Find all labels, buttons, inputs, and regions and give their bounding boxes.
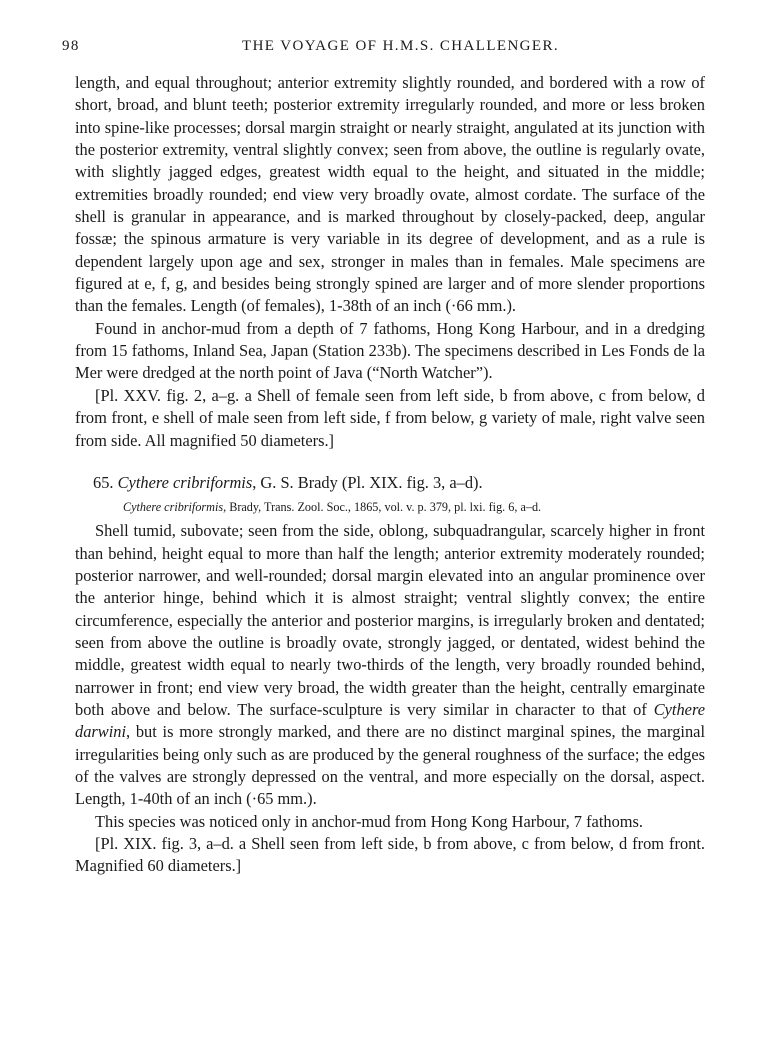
synonym-line xyxy=(75,498,705,516)
species-authority: , G. S. Brady (Pl. XIX. fig. 3, a–d). xyxy=(252,472,483,492)
page-number: 98 xyxy=(62,38,80,54)
description-italic: Cythere darwini xyxy=(75,699,705,742)
synonym-name: Cythere cribriformis xyxy=(123,500,224,515)
plate-note: [Pl. XXV. fig. 2, a–g. a Shell of female seen from left side, b from above, c from below, d from front, e shell of male seen from left side, f from below, g variety of male, right valve seen from side. All magnified 50 diameters.] xyxy=(75,385,705,450)
synonym-reference: , Brady, Trans. Zool. Soc., 1865, vol. v. p. 379, pl. lxi. fig. 6, a–d. xyxy=(223,500,542,515)
species-name: Cythere cribriformis xyxy=(117,472,253,492)
running-title: THE VOYAGE OF H.M.S. CHALLENGER. xyxy=(242,38,560,54)
description-part-2: , but is more strongly marked, and there are no distinct marginal spines, the marginal irregularities being only such as are produced by the general roughness of the surface; the edges of the valves are strongly depressed on the ventral, and more especially on the dorsal, aspect. Length, 1-40th of an inch (·65 mm.). xyxy=(75,722,705,809)
species-description xyxy=(75,520,705,810)
body-text xyxy=(75,72,705,878)
species-locality: This species was noticed only in anchor-mud from Hong Kong Harbour, 7 fathoms. xyxy=(95,811,643,831)
species-heading xyxy=(75,472,705,494)
running-header xyxy=(62,38,706,62)
description-continued: length, and equal throughout; anterior extremity slightly rounded, and bordered with a row of short, broad, and blunt teeth; posterior extremity irregularly rounded, and more or less broken into spine-like processes; dorsal margin straight or nearly straight, angulated at its junction with the posterior extremity, ventral slightly convex; seen from above, the outline is regularly ovate, with slightly jagged edges, greatest width equal to the height, and situated in the middle; extremities broadly rounded; end view very broadly ovate, almost cordate. The surface of the shell is granular in appearance, and is marked throughout by closely-packed, deep, angular fossæ; the spinous armature is very variable in its degree of development, and as a rule is dependent largely upon age and sex, stronger in males than in females. Male specimens are figured at e, f, g, and besides being strongly spined are larger and of more slender proportions than the females. Length (of females), 1-38th of an inch (·66 mm.). xyxy=(75,73,705,316)
species-plate-note: [Pl. XIX. fig. 3, a–d. a Shell seen from left side, b from above, c from below, d from front. Magnified 60 diameters.] xyxy=(75,834,705,876)
species-number: 65. xyxy=(93,472,114,492)
description-part-1: Shell tumid, subovate; seen from the side, oblong, subquadrangular, scarcely higher in front than behind, height equal to more than half the length; anterior extremity moderately rounded; posterior narrower, and well-rounded; dorsal margin elevated into an angular prominence over the anterior hinge, behind which it is almost straight; ventral slightly convex; the entire circumference, especially the anterior and posterior margins, is irregularly broken and dentated; seen from above the outline is broadly ovate, strongly jagged, or dentated, widest behind the middle, greatest width equal to nearly two-thirds of the length, very broadly rounded behind, narrower in front; end view very broad, the width greater than the height, centrally emarginate both above and below. The surface-sculpture is very similar in character to that of xyxy=(75,521,705,719)
locality-paragraph: Found in anchor-mud from a depth of 7 fathoms, Hong Kong Harbour, and in a dredging from 15 fathoms, Inland Sea, Japan (Station 233b). The specimens described in Les Fonds de la Mer were dredged at the north point of Java (“North Watcher”). xyxy=(75,318,705,383)
